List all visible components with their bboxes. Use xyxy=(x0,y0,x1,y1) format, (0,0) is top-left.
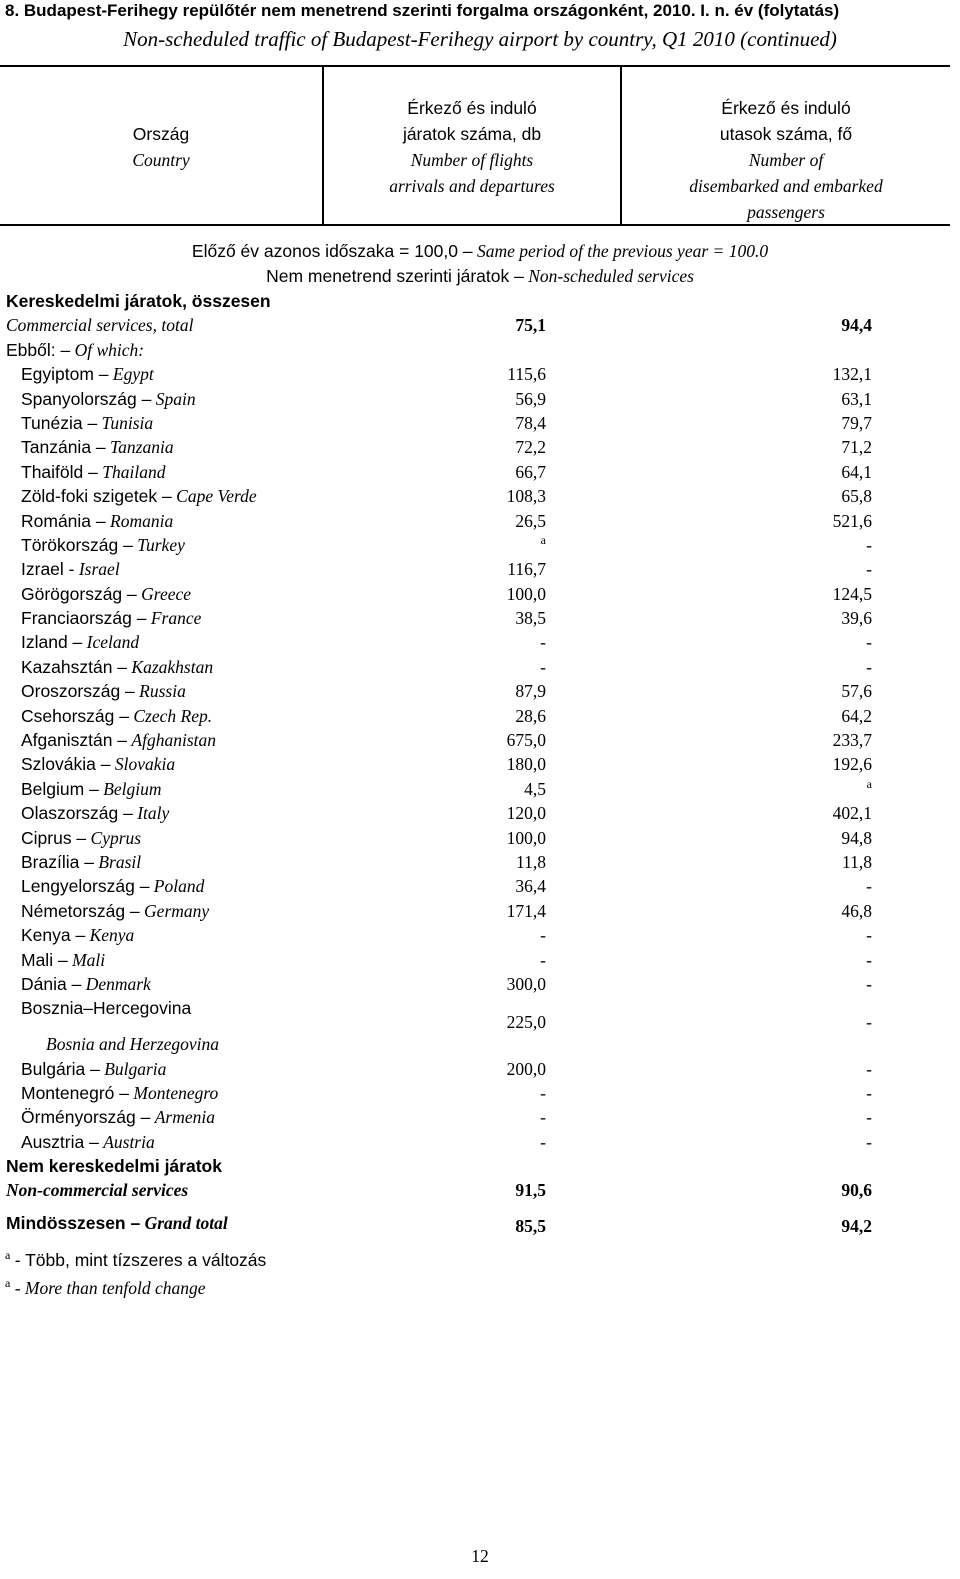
country-name-hu: Románia – xyxy=(21,510,106,531)
country-name-en: Czech Rep. xyxy=(133,705,213,726)
header-flights xyxy=(324,95,620,199)
country-name-hu: Dánia – xyxy=(21,973,82,994)
pax-value: - xyxy=(866,1082,872,1103)
flights-value: 56,9 xyxy=(515,388,546,409)
country-name-en: Kenya xyxy=(89,925,135,946)
country-name-hu: Kenya – xyxy=(21,925,86,946)
header-pax-en-2: disembarked and embarked xyxy=(689,176,883,196)
header-pax-en-1: Number of xyxy=(748,150,824,170)
pax-value: - xyxy=(866,632,872,653)
table-row xyxy=(0,462,960,486)
country-name-en: Romania xyxy=(110,510,174,531)
table-row xyxy=(0,559,960,583)
table-row xyxy=(0,389,960,413)
table-row-continuation xyxy=(0,1034,960,1058)
flights-value: 300,0 xyxy=(506,973,546,994)
pax-value: 64,1 xyxy=(841,461,872,482)
table-row xyxy=(0,706,960,730)
grand-total-label-en: Grand total xyxy=(144,1212,228,1233)
country-name-en: Tunisia xyxy=(101,412,154,433)
country-name-hu: Németország – xyxy=(21,900,140,921)
pax-value: - xyxy=(866,876,872,897)
country-name-hu: Bulgária – xyxy=(21,1058,100,1079)
country-name-hu: Tanzánia – xyxy=(21,437,106,458)
flights-value: 171,4 xyxy=(506,900,546,921)
table-row xyxy=(0,803,960,827)
flights-value: 36,4 xyxy=(515,876,546,897)
footnote-en xyxy=(5,1275,266,1303)
table-row xyxy=(0,950,960,974)
table-body xyxy=(0,291,960,1237)
table-row xyxy=(0,437,960,461)
country-name-en: Germany xyxy=(144,900,210,921)
country-name-en: Bosnia and Herzegovina xyxy=(46,1034,220,1055)
commercial-label-hu: Kereskedelmi járatok, összesen xyxy=(6,291,271,311)
country-name-hu: Zöld-foki szigetek – xyxy=(21,486,172,507)
header-country-hu: Ország xyxy=(132,124,190,144)
country-name-hu: Csehország – xyxy=(21,705,129,726)
country-name-en: France xyxy=(150,608,202,629)
pax-value: 402,1 xyxy=(832,803,872,824)
country-name-en: Egypt xyxy=(112,364,154,385)
country-name-en: Montenegro xyxy=(133,1082,219,1103)
table-row xyxy=(0,608,960,632)
table-row xyxy=(0,852,960,876)
header-flights-en-1: Number of flights xyxy=(410,150,534,170)
pax-value: - xyxy=(866,949,872,970)
table-row xyxy=(0,876,960,900)
flights-value: - xyxy=(540,656,546,677)
country-name-en: Israel xyxy=(78,559,120,580)
pax-value: 46,8 xyxy=(841,900,872,921)
flights-value: 38,5 xyxy=(515,608,546,629)
pax-value: 124,5 xyxy=(832,583,872,604)
base-period-en: Same period of the previous year = 100.0 xyxy=(476,241,769,261)
pax-value: 65,8 xyxy=(841,486,872,507)
flights-value: - xyxy=(540,1082,546,1103)
country-name-hu: Ausztria – xyxy=(21,1131,99,1152)
country-name-hu: Kazahsztán – xyxy=(21,656,128,677)
footnote-mark: a xyxy=(5,1276,11,1290)
table-row xyxy=(0,974,960,998)
country-name-hu: Belgium – xyxy=(21,778,99,799)
table-row xyxy=(0,681,960,705)
country-name-hu: Izland – xyxy=(21,632,83,653)
footnotes xyxy=(5,1247,266,1303)
footnote-text-en: - More than tenfold change xyxy=(14,1278,206,1298)
flights-value: - xyxy=(540,925,546,946)
nonsched-hu: Nem menetrend szerinti járatok – xyxy=(266,266,524,286)
commercial-flights-value: 75,1 xyxy=(515,315,546,336)
pax-value: - xyxy=(866,534,872,555)
country-name-en: Mali xyxy=(72,949,106,970)
table-row xyxy=(0,828,960,852)
pax-value: - xyxy=(866,1011,872,1032)
table-row xyxy=(0,925,960,949)
country-name-en: Cyprus xyxy=(90,827,142,848)
commercial-label-en: Commercial services, total xyxy=(6,315,194,336)
country-name-en: Greece xyxy=(141,583,192,604)
table-row xyxy=(0,776,960,803)
pax-value: - xyxy=(866,973,872,994)
commercial-heading-row xyxy=(0,291,960,315)
commercial-total-row xyxy=(0,315,960,339)
of-which-hu: Ebből: – xyxy=(6,339,71,360)
header-country-en: Country xyxy=(132,150,190,170)
grand-total-row xyxy=(0,1213,960,1237)
header-passengers xyxy=(622,95,950,225)
pax-value: a xyxy=(866,776,872,791)
country-name-hu: Franciaország – xyxy=(21,608,147,629)
commercial-pax-value: 94,4 xyxy=(841,315,872,336)
nonsched-en: Non-scheduled services xyxy=(528,266,694,286)
country-name-en: Bulgaria xyxy=(104,1058,167,1079)
country-name-hu: Olaszország – xyxy=(21,803,133,824)
country-name-en: Turkey xyxy=(137,534,185,555)
country-name-hu: Izrael - xyxy=(21,559,75,580)
pax-value: 63,1 xyxy=(841,388,872,409)
section-heading-nonscheduled xyxy=(0,266,960,287)
country-name-en: Denmark xyxy=(85,973,151,994)
base-period-hu: Előző év azonos időszaka = 100,0 – xyxy=(191,241,473,261)
header-pax-en-3: passengers xyxy=(747,202,825,222)
flights-value: 100,0 xyxy=(506,583,546,604)
country-name-en: Russia xyxy=(139,681,186,702)
table-row xyxy=(0,1107,960,1131)
flights-value: 200,0 xyxy=(506,1058,546,1079)
grand-total-flights-value: 85,5 xyxy=(515,1215,546,1236)
pax-value: 233,7 xyxy=(832,730,872,751)
flights-value: 72,2 xyxy=(515,437,546,458)
country-name-hu: Oroszország – xyxy=(21,681,135,702)
pax-value: - xyxy=(866,656,872,677)
table-header xyxy=(0,65,950,226)
noncommercial-label-hu: Nem kereskedelmi járatok xyxy=(6,1156,222,1177)
noncommercial-label-en: Non-commercial services xyxy=(6,1180,189,1201)
flights-value: 108,3 xyxy=(506,486,546,507)
flights-value: 28,6 xyxy=(515,705,546,726)
country-name-en: Poland xyxy=(153,876,205,897)
page-number: 12 xyxy=(471,1546,489,1566)
table-row xyxy=(0,754,960,778)
pax-value: 39,6 xyxy=(841,608,872,629)
table-row xyxy=(0,532,960,559)
country-name-hu: Thaiföld – xyxy=(21,461,98,482)
flights-value: a xyxy=(540,532,546,547)
grand-total-label-hu: Mindösszesen – xyxy=(6,1212,141,1233)
pax-value: - xyxy=(866,925,872,946)
footnote-hu xyxy=(5,1247,266,1275)
country-name-en: Austria xyxy=(103,1131,155,1152)
flights-value: 115,6 xyxy=(507,364,546,385)
pax-value: - xyxy=(866,1107,872,1128)
flights-value: 78,4 xyxy=(515,412,546,433)
noncommercial-pax-value: 90,6 xyxy=(841,1180,872,1201)
pax-value: 94,8 xyxy=(841,827,872,848)
country-name-en: Cape Verde xyxy=(176,486,257,507)
flights-value: 120,0 xyxy=(506,803,546,824)
table-row xyxy=(0,901,960,925)
header-flights-hu-1: Érkező és induló xyxy=(407,98,537,118)
country-name-en: Italy xyxy=(137,803,170,824)
header-pax-hu-1: Érkező és induló xyxy=(721,98,851,118)
country-name-hu: Tunézia – xyxy=(21,412,98,433)
noncommercial-total-row xyxy=(0,1180,960,1204)
flights-value: 66,7 xyxy=(515,461,546,482)
header-country xyxy=(0,121,322,173)
pax-value: 57,6 xyxy=(841,681,872,702)
country-name-en: Thailand xyxy=(102,461,166,482)
country-name-hu: Egyiptom – xyxy=(21,364,109,385)
pax-value: 11,8 xyxy=(842,851,872,872)
flights-value: - xyxy=(540,1107,546,1128)
table-row xyxy=(0,511,960,535)
header-flights-en-2: arrivals and departures xyxy=(389,176,555,196)
country-name-hu: Törökország – xyxy=(21,534,133,555)
flights-value: 87,9 xyxy=(515,681,546,702)
table-row xyxy=(0,364,960,388)
country-name-hu: Ciprus – xyxy=(21,827,87,848)
flights-value: 4,5 xyxy=(524,778,546,799)
country-name-hu: Afganisztán – xyxy=(21,730,128,751)
country-name-en: Tanzania xyxy=(110,437,174,458)
table-row xyxy=(0,1132,960,1156)
flights-value: 100,0 xyxy=(506,827,546,848)
country-name-en: Spain xyxy=(155,388,196,409)
flights-value: 116,7 xyxy=(507,559,546,580)
pax-value: - xyxy=(866,1131,872,1152)
country-name-en: Brasil xyxy=(98,851,142,872)
footnote-text-hu: - Több, mint tízszeres a változás xyxy=(14,1250,267,1270)
table-row xyxy=(0,1083,960,1107)
flights-value: 225,0 xyxy=(506,1011,546,1032)
country-name-hu: Örményország – xyxy=(21,1107,151,1128)
pax-value: 521,6 xyxy=(832,510,872,531)
header-pax-hu-2: utasok száma, fő xyxy=(719,124,853,144)
country-name-hu: Montenegró – xyxy=(21,1082,129,1103)
of-which-en: Of which: xyxy=(74,339,145,360)
country-name-en: Belgium xyxy=(103,778,162,799)
flights-value: 180,0 xyxy=(506,754,546,775)
country-name-en: Afghanistan xyxy=(131,730,217,751)
country-name-hu: Lengyelország – xyxy=(21,876,150,897)
grand-total-pax-value: 94,2 xyxy=(841,1215,872,1236)
table-row xyxy=(0,584,960,608)
country-name-en: Iceland xyxy=(86,632,140,653)
pax-value: 132,1 xyxy=(832,364,872,385)
noncommercial-flights-value: 91,5 xyxy=(515,1180,546,1201)
of-which-row xyxy=(0,340,960,364)
table-row xyxy=(0,413,960,437)
pax-value: 79,7 xyxy=(841,412,872,433)
base-period-note xyxy=(0,241,960,262)
country-name-hu: Bosznia–Hercegovina xyxy=(21,998,192,1019)
country-name-hu: Brazília – xyxy=(21,851,94,872)
country-name-hu: Szlovákia – xyxy=(21,754,111,775)
flights-value: - xyxy=(540,949,546,970)
country-name-en: Armenia xyxy=(154,1107,216,1128)
pax-value: 64,2 xyxy=(841,705,872,726)
pax-value: 192,6 xyxy=(832,754,872,775)
country-name-hu: Görögország – xyxy=(21,583,137,604)
page-title-english: Non-scheduled traffic of Budapest-Ferihegy airport by country, Q1 2010 (continued) xyxy=(123,27,837,51)
country-name-en: Kazakhstan xyxy=(131,656,214,677)
footnote-mark: a xyxy=(5,1248,11,1262)
table-row xyxy=(0,486,960,510)
table-row xyxy=(0,730,960,754)
table-row xyxy=(0,632,960,656)
flights-value: 11,8 xyxy=(516,851,546,872)
noncommercial-heading-row xyxy=(0,1156,960,1180)
pax-value: 71,2 xyxy=(841,437,872,458)
pax-value: - xyxy=(866,559,872,580)
table-row-values xyxy=(0,1012,960,1036)
flights-value: - xyxy=(540,1131,546,1152)
page-title-hungarian: 8. Budapest-Ferihegy repülőtér nem menetrend szerinti forgalma országonként, 2010. I. n. év (folytatás) xyxy=(5,1,840,20)
country-name-en: Slovakia xyxy=(114,754,176,775)
flights-value: - xyxy=(540,632,546,653)
pax-value: - xyxy=(866,1058,872,1079)
table-row xyxy=(0,1059,960,1083)
header-flights-hu-2: járatok száma, db xyxy=(402,124,542,144)
flights-value: 26,5 xyxy=(515,510,546,531)
country-name-hu: Spanyolország – xyxy=(21,388,152,409)
country-name-hu: Mali – xyxy=(21,949,68,970)
flights-value: 675,0 xyxy=(506,730,546,751)
table-row xyxy=(0,657,960,681)
